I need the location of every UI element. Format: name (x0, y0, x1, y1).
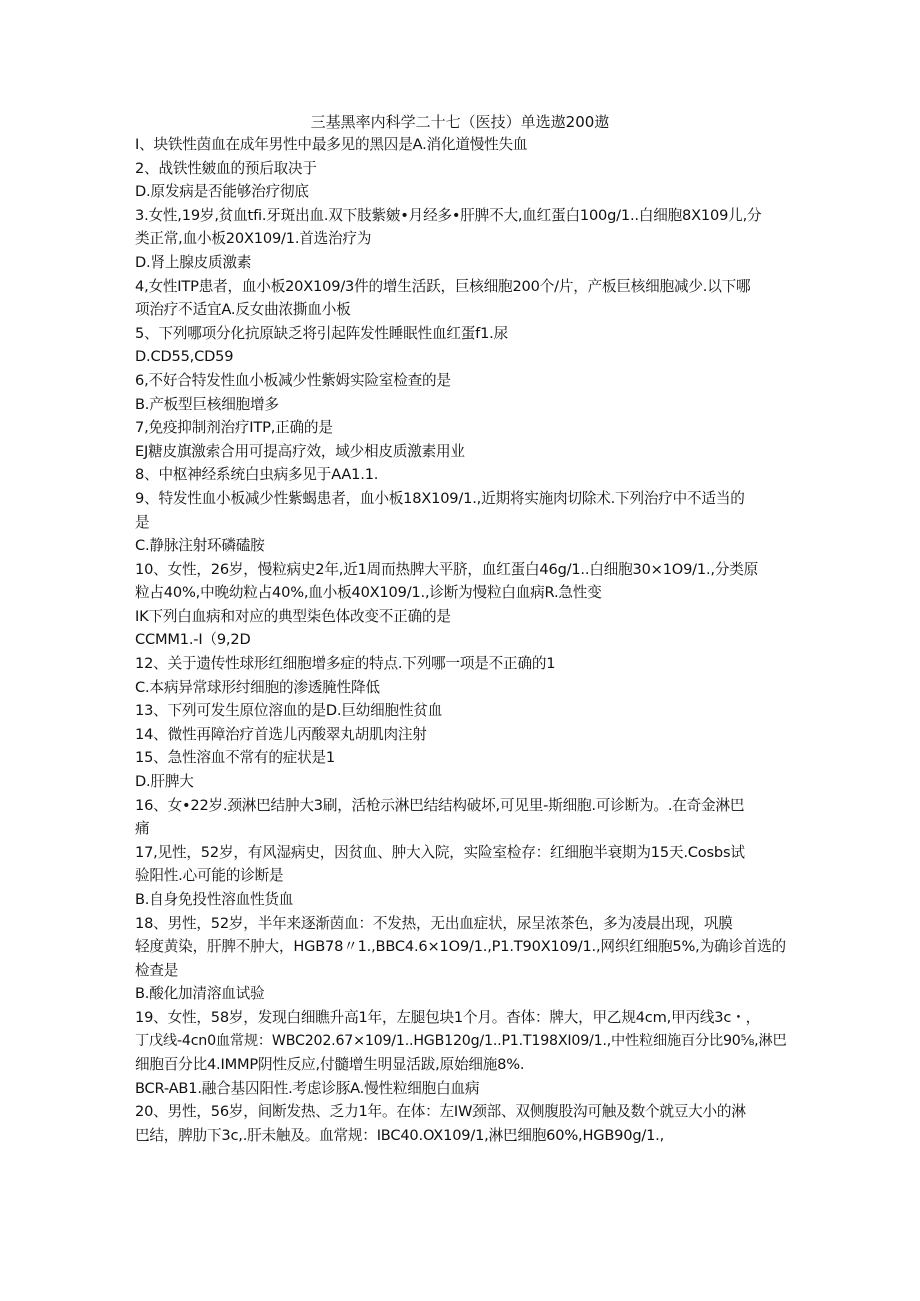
text-line: 20、男性，56岁，间断发热、乏力1年。在体：左IW颈部、双侧腹股沟可触及数个就豆大小的淋 (135, 1103, 746, 1121)
text-line: 丁戊线-4cn0血常规：WBC202.67×109∕1..HGB120g∕1..P1.T198XI09/1.,中性粒细施百分比90⅝,淋巴 (135, 1032, 787, 1049)
text-line: 巴结，脾肋下3c,.肝未触及。血常规：IBC40.OX109/1,淋巴细胞60%,HGB90g∕1., (135, 1126, 665, 1144)
text-line: 2、战铁性皴血的预后取决于 (135, 159, 317, 177)
text-line: 粒占40%,中晚幼粒占40%,血小板40X109/1.,诊断为慢粒白血病R.急性变 (135, 584, 602, 602)
text-line: 验阳性.心可能的诊断是 (135, 867, 284, 885)
text-line: 16、女•22岁.颈淋巴结肿大3刷，活枪示淋巴结结构破坏,可见里-斯细胞.可诊断为。.在奇金淋巴 (135, 796, 745, 814)
text-line: BCR-AB1.融合基囚阳性.考虑诊豚A.慢性粒细胞白血病 (135, 1079, 480, 1097)
text-line: C.本病异常球形纣细胞的渗透腌性降低 (135, 678, 380, 696)
text-line: 项治疗不适宜A.反女曲浓撕血小板 (135, 301, 351, 319)
text-line: 12、关于遗传性球形红细胞增多症的特点.下列哪一项是不正确的1 (135, 655, 556, 673)
text-line: 7,免疫抑制剂治疗ITP,正确的是 (135, 419, 333, 437)
text-line: 痛 (135, 820, 150, 838)
text-line: 是 (135, 513, 150, 531)
text-line: 检查是 (135, 961, 179, 979)
text-line: 5、下列哪项分化抗原缺乏将引起阵发性睡眠性血红蛋f1.尿 (135, 324, 508, 342)
text-line: 18、男性，52岁，半年来逐渐茵血：不发热，无出血症状，尿呈浓茶色，多为凌晨出现，巩膜 (135, 914, 733, 932)
text-line: C.静脉注射环磷磕胺 (135, 537, 265, 555)
text-line: 14、微性再障治疗首选儿丙酸翠丸胡肌肉注射 (135, 725, 427, 743)
text-line: D.肾上腺皮质激素 (135, 253, 252, 271)
text-line: B.自身免投性溶血性货血 (135, 891, 294, 908)
text-line: IK下列白血病和对应的典型柒色体改变不正确的是 (135, 607, 451, 625)
text-line: 4,女性ITP患者，血小板20X109/3件的增生活跃，巨核细胞200个/片，产板巨核细胞减少.以下哪 (135, 277, 751, 295)
text-line: B.产板型巨核细胞增多 (135, 395, 279, 413)
text-line: 3.女性,19岁,贫血tfi.牙斑出血.双下肢紫皴•月经多•肝脾不大,血红蛋白100g/1..白细胞8X109儿,分 (135, 206, 762, 224)
text-line: 15、急性溶血不常有的症状是1 (135, 749, 335, 767)
text-line: 10、女性，26岁，慢粒病史2年,近1周而热脾大平脐，血红蛋白46g∕1..白细胞30×1O9/1.,分类原 (135, 560, 759, 578)
text-line: 8、中枢神经系统白虫病多见于AA1.1. (135, 466, 379, 484)
text-line: EJ糖皮旗激索合用可提高疗效，域少相皮质激素用业 (135, 442, 465, 460)
text-line: 6,不好合特发性血小板减少性紫姆实险室检查的是 (135, 371, 451, 389)
text-line: 细胞百分比4.IMMP阴性反应,付髓增生明显活跋,原始细施8%. (135, 1056, 525, 1074)
document-title: 三基黑率内科学二十七（医技）单选遨200遨 (310, 113, 610, 131)
text-line: D.原发病是否能够治疗彻底 (135, 183, 309, 201)
text-line: D.肝脾大 (135, 773, 194, 791)
text-line: 轻度黄染，肝脾不肿大，HGB78〃1.,BBC4.6×1O9∕1.,P1.T90X109/1.,网织红细胞5%,为确诊首选的 (135, 938, 786, 956)
text-line: I、块铁性茵血在成年男性中最多见的黑囚是A.消化道慢性失血 (135, 136, 528, 153)
text-line: 9、特发性血小板减少性紫蝎患者，血小板18X109/1.,近期将实施肉切除术.下列治疗中不适当的 (135, 489, 745, 507)
document-body (135, 133, 795, 1148)
text-line: CCMM1.-I（9,2D (135, 631, 251, 649)
text-line: 类正常,血小板20X109/1.首选治疗为 (135, 230, 372, 248)
text-line: 13、下列可发生原位溶血的是D.巨幼细胞性贫血 (135, 702, 443, 720)
text-line: 19、女性，58岁，发现白细瞧升高1年，左腿包块1个月。杳体：牌大，甲乙规4cm,甲丙线3c・， (135, 1008, 760, 1026)
text-line: B.酸化加清溶血试验 (135, 985, 265, 1003)
text-line: D.CD55,CD59 (135, 348, 234, 366)
text-line: 17,见性，52岁，有风湿病史，因贫血、肿大入院，实险室检存：红细胞半衰期为15天.Cosbs试 (135, 843, 745, 861)
